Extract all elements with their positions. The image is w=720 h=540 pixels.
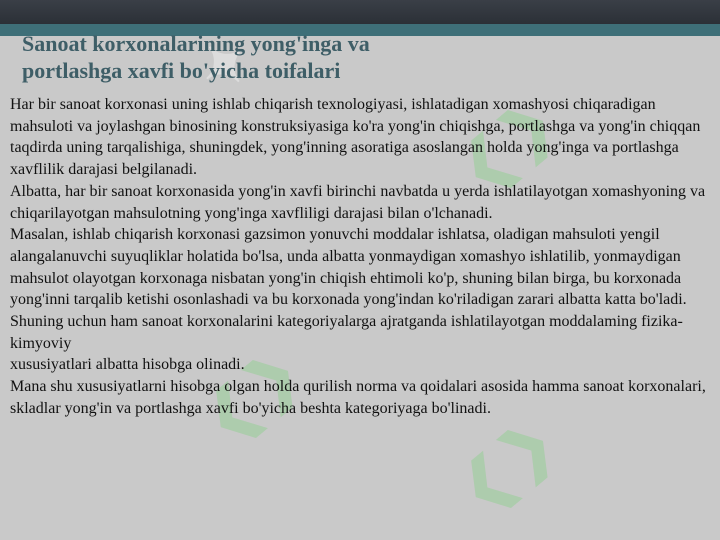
paragraph: Mana shu xususiyatlarni hisobga olgan holda qurilish norma va qoidalari asosida hamma sanoat korxonalari, skladlar yong'in va portlashga xavfi bo'yicha beshta kategoriyaga bo'linadi. xyxy=(10,378,706,417)
watermark-logo: ❮❯ xyxy=(190,335,314,454)
paragraph: xususiyatlari albatta hisobga olinadi. xyxy=(10,356,245,374)
paragraph: Masalan, ishlab chiqarish korxonasi gazsimon yonuvchi moddalar ishlatsa, oladigan mahsuloti yengil alangalanuvchi suyuqliklar holatida bo'lsa, unda albatta yonmaydigan xomashyo ishlatilib, yonmaydigan mahsulot olayotgan korxonaga nisbatan yong'in chiqish ehtimoli ko'p, shuning bilan birga, bu korxonada yong'inni tarqalib ketishi osonlashadi va bu korxonada yong'indan ko'riladigan zarari albatta katta bo'ladi. xyxy=(10,226,687,309)
watermark-logo: ❮❯ xyxy=(445,405,569,524)
watermark-logo: ❮❯ xyxy=(445,85,569,204)
paragraph: Albatta, har bir sanoat korxonasida yong'in xavfi birinchi navbatda u yerda ishlatilayotgan xomashyoning va chiqarilayotgan mahsulotning yong'inga xavfliligi darajasi bilan o'lchanadi. xyxy=(10,182,706,222)
slide-body xyxy=(10,94,710,420)
slide-title-line: portlashga xavfi bo'yicha toifalari xyxy=(22,58,341,83)
slide-title-line: Sanoat korxonalarining yong'inga va xyxy=(22,31,370,56)
paragraph: Har bir sanoat korxonasi uning ishlab chiqarish texnologiyasi, ishlatadigan xomashyosi chiqaradigan mahsuloti va joylashgan binosining konstruksiyasiga ko'ra yong'in chiqishga, portlashga va yong'in chiqqan taqdirda uning tarqalishiga, shuningdek, yong'inning asoratiga asoslangan holda yong'inga va portlashga xavflilik darajasi belgilanadi. xyxy=(10,96,701,179)
slide-header-bar xyxy=(0,0,720,24)
watermark-logo: ✦ xyxy=(184,22,268,108)
slide-title xyxy=(22,30,702,84)
paragraph: Shuning uchun ham sanoat korxonalarini kategoriyalarga ajratganda ishlatilayotgan moddalaming fizika-kimyoviy xyxy=(10,313,683,352)
